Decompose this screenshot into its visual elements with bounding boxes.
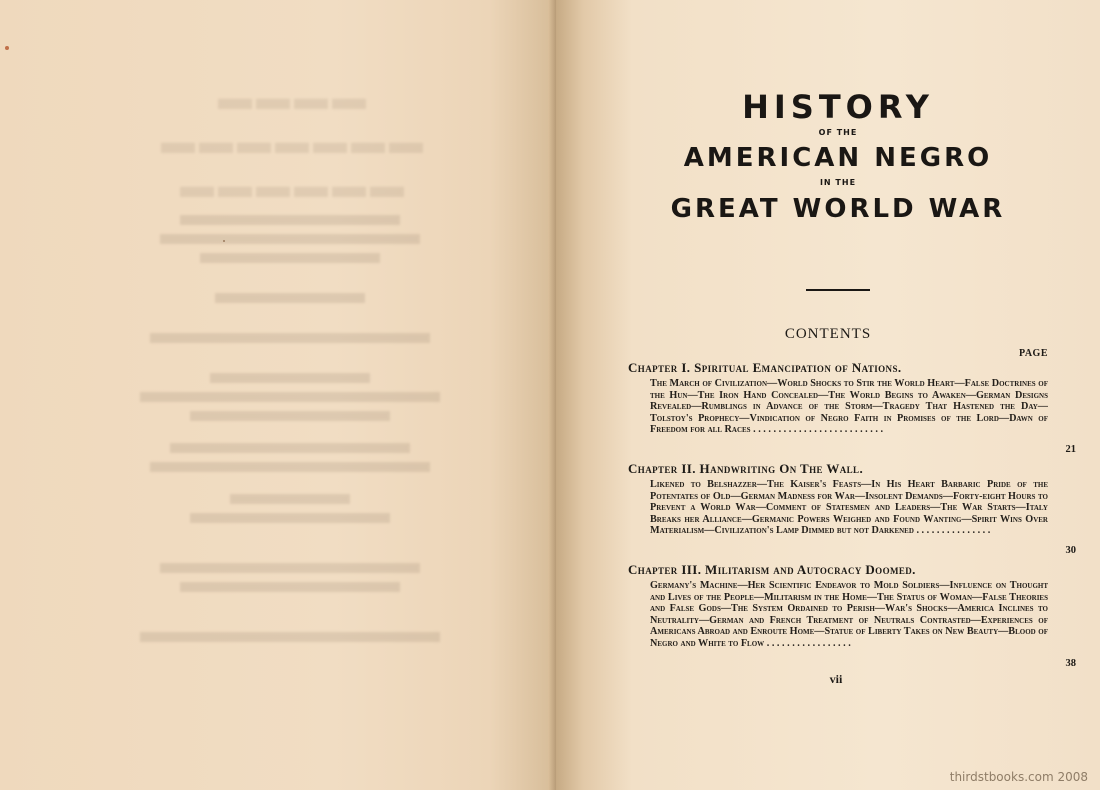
chapter-summary: The March of Civilization—World Shocks to Stir the World Heart—False Doctrines of the Hun—The Iron Hand Concealed—The World Begins to Awaken—German Designs Revealed—Rumblings in Advance of the Storm—Tragedy That Hastened the Day—Tolstoy's Prophecy—Vindication of Negro Faith in Promises of the Lord—Dawn of Freedom for all Races . . . . . . . . . . . . . . . . . . . . . . . . . . bbox=[650, 378, 1048, 436]
chapter-heading: Chapter I. Spiritual Emancipation of Nations. bbox=[628, 360, 902, 375]
contents-heading: CONTENTS bbox=[784, 326, 872, 342]
paper-speck bbox=[223, 240, 225, 242]
show-through-text: ▬▬▬▬ ▬▬▬▬▬▬▬ ▬▬▬▬▬▬ bbox=[90, 80, 490, 651]
dot-leader: . . . . . . . . . . . . . . . . . bbox=[766, 637, 851, 649]
title-block bbox=[628, 88, 1048, 224]
dot-leader: . . . . . . . . . . . . . . . . . . . . . . . . . . bbox=[753, 424, 883, 436]
watermark: thirdstbooks.com 2008 bbox=[949, 770, 1088, 784]
title-line-american-negro: AMERICAN NEGRO bbox=[683, 143, 993, 173]
toc-entry-chapter-2 bbox=[628, 461, 1076, 556]
chapter-summary: Likened to Belshazzer—The Kaiser's Feasts—In His Heart Barbaric Pride of the Potentates of Old—German Madness for War—Insolent Demands—Forty-eight Hours to Prevent a World War—Comment of Statesmen and Leaders—The War Starts—Italy Breaks her Alliance—Germanic Powers Weighed and Found Wanting—Spirit Wins Over Materialism—Civilization's Lamp Dimmed but not Darkened . . . . . . . . . . . . . . . bbox=[650, 479, 1048, 537]
folio-page-number: vii bbox=[829, 672, 843, 686]
page-column-label: PAGE bbox=[1018, 348, 1048, 359]
chapter-heading: Chapter III. Militarism and Autocracy Doomed. bbox=[628, 562, 916, 577]
paper-speck bbox=[5, 46, 9, 50]
chapter-summary: Germany's Machine—Her Scientific Endeavor to Mold Soldiers—Influence on Thought and Lives of the People—Militarism in the Home—The Status of Woman—False Theories and False Gods—The System Ordained to Perish—War's Shocks—America Inclines to Neutrality—German and French Treatment of Neutrals Contrasted—Experiences of Americans Abroad and Enroute Home—Statue of Liberty Takes on New Beauty—Blood of Negro and White to Flow . . . . . . . . . . . . . . . . . bbox=[650, 580, 1048, 649]
page-number: 21 bbox=[1065, 444, 1076, 455]
title-of-the: OF THE bbox=[818, 128, 858, 137]
toc-entry-chapter-3 bbox=[628, 562, 1076, 669]
page-number: 38 bbox=[1065, 658, 1076, 669]
title-rule bbox=[806, 289, 870, 291]
toc-entry-chapter-1 bbox=[628, 360, 1076, 455]
title-in-the: IN THE bbox=[819, 178, 857, 187]
chapter-heading: Chapter II. Handwriting On The Wall. bbox=[628, 461, 864, 476]
title-line-great-world-war: GREAT WORLD WAR bbox=[670, 194, 1006, 224]
page-number: 30 bbox=[1065, 545, 1076, 556]
dot-leader: . . . . . . . . . . . . . . . bbox=[916, 525, 991, 537]
title-line-history: HISTORY bbox=[742, 88, 934, 126]
right-page-contents bbox=[556, 0, 1100, 790]
